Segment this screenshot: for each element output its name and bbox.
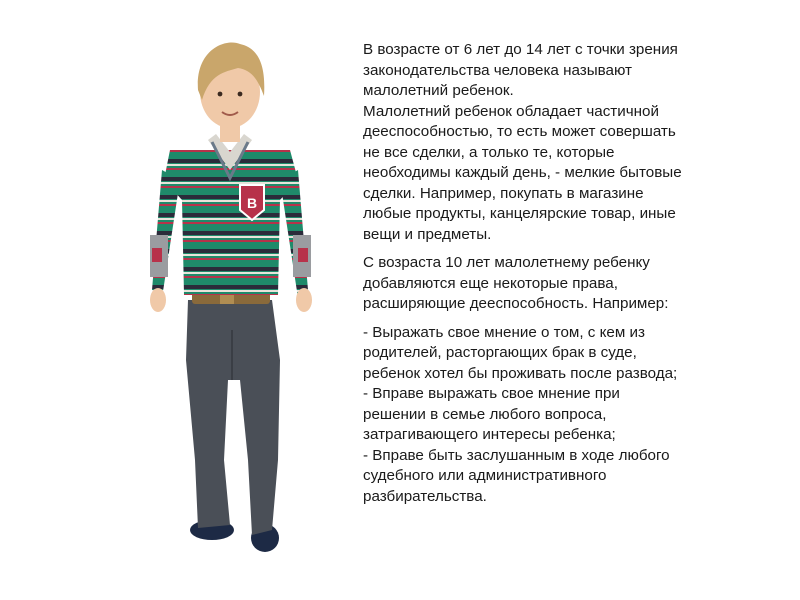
paragraph-age-ten-rights <box>363 253 778 315</box>
text-line: сделки. Например, покупать в магазине <box>363 184 644 202</box>
text-line: разбирательства. <box>363 487 487 505</box>
text-line: расширяющие дееспособность. Например: <box>363 295 669 312</box>
text-line: - Вправе выражать свое мнение при <box>363 385 620 402</box>
text-line: малолетний ребенок. <box>363 82 514 99</box>
text-line: - Выражать свое мнение о том, с кем из <box>363 323 645 341</box>
text-line: судебного или административного <box>363 467 607 484</box>
text-line: родителей, расторгающих брак в суде, <box>363 344 637 361</box>
paragraph-rights-list <box>363 323 778 508</box>
text-line: решении в семье любого вопроса, <box>363 405 607 423</box>
text-line: не все сделки, а только те, которые <box>363 143 615 161</box>
text-line: ребенок хотел бы проживать после развода; <box>363 364 678 382</box>
text-line: В возрасте от 6 лет до 14 лет с точки зрения <box>363 41 678 58</box>
text-line: Малолетний ребенок обладает частичной <box>363 102 659 120</box>
text-column <box>363 40 778 507</box>
text-line: вещи и предметы. <box>363 225 492 243</box>
text-line: - Вправе быть заслушанным в ходе любого <box>363 446 670 464</box>
paragraph-age-definition <box>363 40 778 245</box>
text-line: необходимы каждый день, - мелкие бытовые <box>363 164 682 181</box>
text-line: С возраста 10 лет малолетнему ребенку <box>363 254 650 271</box>
text-line: дееспособностью, то есть может совершать <box>363 123 676 140</box>
text-line: любые продукты, канцелярские товар, иные <box>363 205 676 222</box>
boy-photo <box>140 30 320 560</box>
text-line: затрагивающего интересы ребенка; <box>363 426 616 443</box>
text-line: законодательства человека называют <box>363 61 632 79</box>
text-line: добавляются еще некоторые права, <box>363 274 618 292</box>
svg-text:B: B <box>246 195 258 211</box>
